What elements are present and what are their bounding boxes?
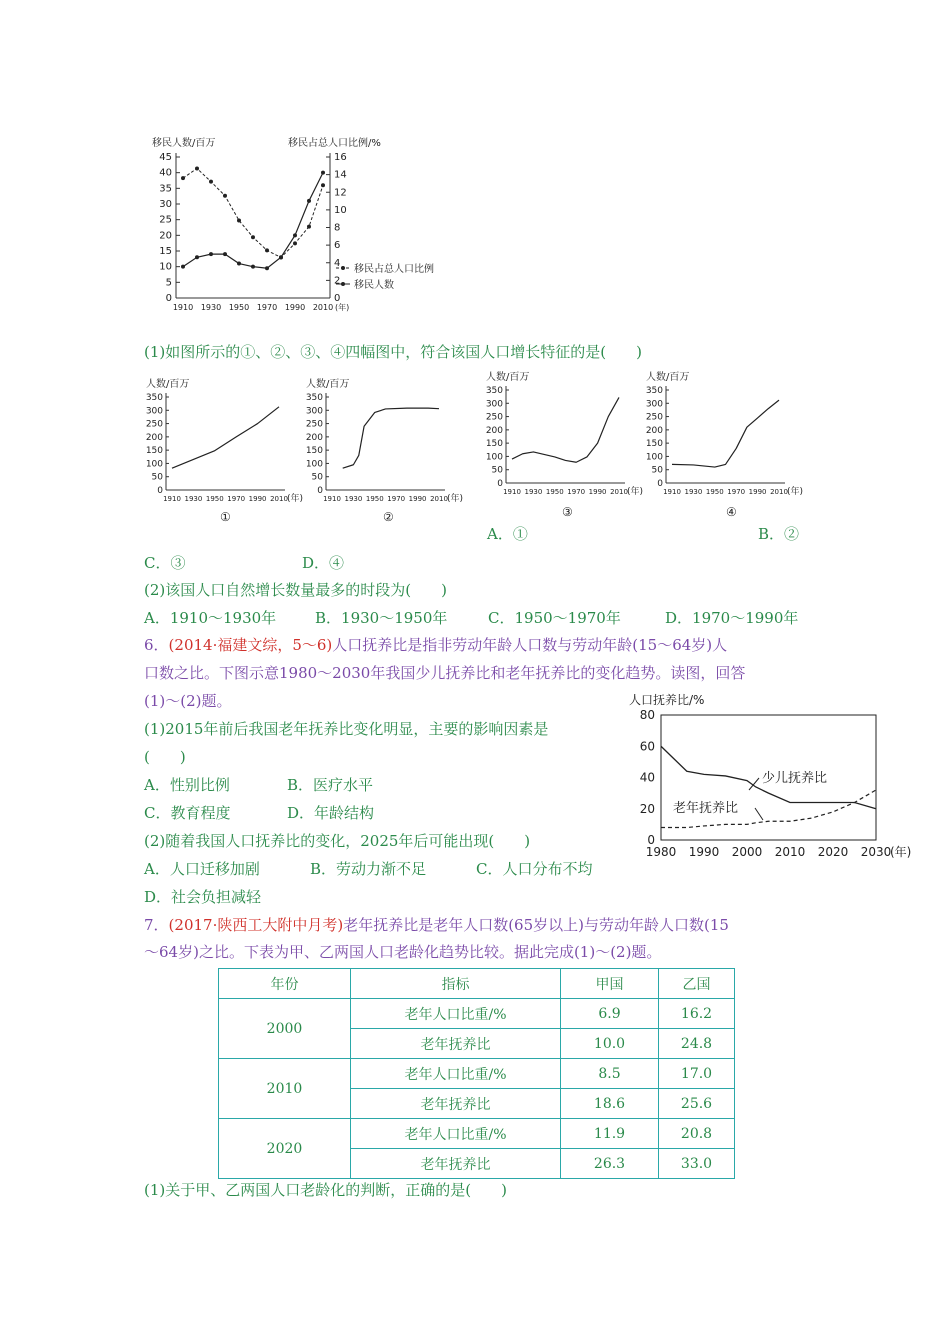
y-tick-label: 100 [485,452,503,463]
table-header-row [219,969,735,999]
migrant-count-point [237,262,241,266]
x-tick-label: 2000 [731,845,763,859]
x-tick-label: 1990 [248,495,267,503]
value-cell: 6.9 [561,999,659,1029]
child-ratio-label: 少儿抚养比 [762,771,828,786]
y-tick-label: 300 [305,406,323,417]
x-tick-label: 1950 [205,495,224,503]
caption-4: ④ [726,505,737,519]
p6-q1-option-b: B．医疗水平 [287,776,374,794]
p7-line1-text: 老年抚养比是老年人口数(65岁以上)与劳动年龄人口数(15 [343,916,729,934]
y-tick-label: 100 [145,459,163,470]
migrant-count-point [321,171,325,175]
value-cell: 26.3 [561,1149,659,1179]
y-tick-label: 50 [651,465,663,476]
value-cell: 10.0 [561,1029,659,1059]
x-tick-label: 2010 [270,495,288,503]
x-tick-label: 1970 [227,495,246,503]
y-tick-label: 200 [645,425,663,436]
chart-ylabel: 人数/百万 [306,379,350,390]
p6-line1-text: 人口抚养比是指非劳动年龄人口数与劳动年龄(15～64岁)人 [332,636,728,654]
p6-line2: 口数之比。下图示意1980～2030年我国少儿抚养比和老年抚养比的变化趋势。读图，回答 [144,664,746,682]
x-unit: (年) [890,845,912,859]
p7-number: 7． [144,916,169,934]
population-line [172,407,279,468]
right-tick-label: 10 [334,204,347,216]
table-row [219,999,735,1029]
value-cell: 25.6 [659,1089,735,1119]
q2-option-a: A．1910～1930年 [144,609,277,627]
chart-ylabel: 人数/百万 [646,372,690,383]
p6-q1-option-a: A．性别比例 [144,776,230,794]
x-tick-label: 1930 [200,303,222,312]
x-tick-label: 2010 [430,495,448,503]
y-tick-label: 250 [645,412,663,423]
legend-ratio-label: 移民占总人口比例 [354,264,434,275]
migrant-count-point [181,265,185,269]
left-tick-label: 25 [159,214,172,226]
x-tick-label: 1980 [645,845,677,859]
migrant-count-point [307,199,311,203]
old-ratio-pointer [755,808,763,820]
option-a: A．① [487,525,528,543]
q2-option-b: B．1930～1950年 [315,609,448,627]
small-chart-2 [300,375,470,525]
migrant-ratio-point [181,176,185,180]
right-tick-label: 16 [334,152,347,163]
x-tick-label: 2010 [312,303,334,312]
p6-q2: (2)随着我国人口抚养比的变化，2025年后可能出现( ) [144,832,531,850]
y-tick-label: 0 [657,479,663,489]
header-country-a: 甲国 [561,969,659,999]
caption-1: ① [220,510,231,524]
p7-line2: ～64岁)之比。下表为甲、乙两国人口老龄化趋势比较。据此完成(1)～(2)题。 [144,943,662,961]
migrant-count-point [223,252,227,256]
x-tick-label: 1930 [524,488,543,496]
old-ratio-label: 老年抚养比 [673,801,739,816]
left-tick-label: 20 [159,230,172,242]
x-tick-label: 1990 [408,495,427,503]
value-cell: 17.0 [659,1059,735,1089]
table-row [219,1059,735,1089]
p6-q2-option-d: D．社会负担减轻 [144,888,262,906]
table-row [219,1119,735,1149]
p6-q1-option-d: D．年龄结构 [287,804,375,822]
x-tick-label: 1950 [365,495,384,503]
x-tick-label: 1990 [284,303,306,312]
x-tick-label: 1930 [344,495,363,503]
y-tick-label: 250 [485,412,503,423]
indicator-cell: 老年人口比重/% [351,999,561,1029]
value-cell: 8.5 [561,1059,659,1089]
x-unit: (年) [627,487,644,497]
dependency-ratio-chart [625,690,935,870]
right-axis-label: 移民占总人口比例/% [288,138,381,149]
p6-q2-option-a: A．人口迁移加剧 [144,860,260,878]
y-tick-label: 300 [145,406,163,417]
x-tick-label: 1990 [688,845,720,859]
option-d: D．④ [302,554,345,572]
y-tick-label: 200 [145,432,163,443]
q2-option-c: C．1950～1970年 [488,609,621,627]
left-tick-label: 0 [165,293,172,304]
x-tick-label: 1910 [663,488,681,496]
caption-3: ③ [562,505,573,519]
y-tick-label: 300 [645,399,663,410]
header-year: 年份 [219,969,351,999]
q2-option-d: D．1970～1990年 [665,609,799,627]
p6-number: 6． [144,636,169,654]
indicator-cell: 老年抚养比 [351,1029,561,1059]
migrant-ratio-point [307,225,311,229]
value-cell: 20.8 [659,1119,735,1149]
small-chart-1 [140,375,310,525]
y-tick-label: 100 [305,459,323,470]
migrant-ratio-point [265,248,269,252]
x-tick-label: 2010 [770,488,788,496]
indicator-cell: 老年人口比重/% [351,1119,561,1149]
option-b: B．② [758,525,800,543]
y-tick-label: 250 [305,419,323,430]
population-line [512,397,619,462]
p6-q2-option-b: B．劳动力渐不足 [310,860,427,878]
p6-q1b: ( ) [144,748,186,766]
y-tick-label: 350 [145,393,163,403]
aging-table [218,968,735,1179]
right-tick-label: 2 [334,275,341,287]
x-unit: (年) [787,487,804,497]
x-tick-label: 1930 [184,495,203,503]
year-cell: 2000 [219,999,351,1059]
value-cell: 33.0 [659,1149,735,1179]
p6-q1a: (1)2015年前后我国老年抚养比变化明显，主要的影响因素是 [144,720,549,738]
y-tick-label: 150 [645,439,663,450]
y-tick-label: 40 [639,770,655,785]
y-tick-label: 150 [305,446,323,457]
x-tick-label: 1930 [684,488,703,496]
y-tick-label: 200 [485,425,503,436]
y-tick-label: 50 [491,465,503,476]
y-tick-label: 50 [151,472,163,483]
left-tick-label: 40 [159,167,172,179]
legend-count-label: 移民人数 [354,280,394,291]
year-cell: 2010 [219,1059,351,1119]
x-tick-label: 1970 [727,488,746,496]
y-tick-label: 0 [157,486,163,496]
migrant-ratio-point [293,241,297,245]
p6-line1 [144,635,727,655]
population-line [672,400,779,467]
migrant-count-point [209,252,213,256]
p6-source: (2014·福建文综，5～6) [168,636,333,654]
migrant-count-point [293,233,297,237]
option-c: C．③ [144,554,186,572]
migration-chart [140,130,460,320]
migrant-count-point [195,255,199,259]
migrant-ratio-point [321,183,325,187]
left-tick-label: 5 [165,277,172,289]
y-tick-label: 350 [485,386,503,396]
migrant-ratio-point [209,180,213,184]
x-tick-label: 1990 [748,488,767,496]
p7-q1: (1)关于甲、乙两国人口老龄化的判断，正确的是( ) [144,1181,507,1199]
migrant-ratio-line [183,168,323,257]
y-tick-label: 0 [647,833,655,847]
right-tick-label: 4 [334,257,341,269]
chart-ylabel: 人数/百万 [486,372,530,383]
p7-line1 [144,915,729,935]
header-indicator: 指标 [351,969,561,999]
left-tick-label: 15 [159,246,172,257]
right-tick-label: 14 [334,169,347,181]
left-tick-label: 35 [159,183,172,195]
indicator-cell: 老年人口比重/% [351,1059,561,1089]
x-tick-label: 2010 [610,488,628,496]
x-tick-label: 1910 [172,303,194,312]
p6-line3: (1)～(2)题。 [144,692,232,710]
population-line [343,408,439,468]
migrant-count-point [251,265,255,269]
value-cell: 11.9 [561,1119,659,1149]
p7-source: (2017·陕西工大附中月考) [168,916,344,934]
right-tick-label: 6 [334,240,341,252]
value-cell: 24.8 [659,1029,735,1059]
x-tick-label: 1950 [228,303,250,312]
x-tick-label: 1910 [163,495,181,503]
x-unit: (年) [447,494,464,504]
y-tick-label: 200 [305,432,323,443]
x-unit: (年) [335,303,350,312]
x-tick-label: 2020 [817,845,849,859]
p6-q1-option-c: C．教育程度 [144,804,231,822]
y-tick-label: 150 [485,439,503,450]
x-tick-label: 1910 [323,495,341,503]
indicator-cell: 老年抚养比 [351,1089,561,1119]
migrant-ratio-point [223,194,227,198]
x-tick-label: 1970 [387,495,406,503]
x-tick-label: 1970 [567,488,586,496]
migrant-count-line [183,173,323,269]
y-tick-label: 300 [485,399,503,410]
y-tick-label: 100 [645,452,663,463]
y-tick-label: 350 [305,393,323,403]
q1-text: (1)如图所示的①、②、③、④四幅图中，符合该国人口增长特征的是( ) [144,343,642,361]
x-tick-label: 1910 [503,488,521,496]
small-chart-3 [480,368,650,518]
migrant-count-point [265,266,269,270]
left-tick-label: 45 [159,152,172,163]
y-tick-label: 0 [317,486,323,496]
migrant-ratio-point [279,255,283,259]
q2-text: (2)该国人口自然增长数量最多的时段为( ) [144,581,447,599]
chart-ylabel: 人口抚养比/% [629,693,705,707]
value-cell: 18.6 [561,1089,659,1119]
x-tick-label: 1970 [256,303,278,312]
migrant-ratio-point [195,166,199,170]
p6-q2-option-c: C．人口分布不均 [476,860,593,878]
x-tick-label: 1950 [705,488,724,496]
x-tick-label: 1950 [545,488,564,496]
migrant-ratio-point [237,218,241,222]
left-tick-label: 30 [159,199,172,210]
y-tick-label: 0 [497,479,503,489]
x-unit: (年) [287,494,304,504]
header-country-b: 乙国 [659,969,735,999]
x-tick-label: 2010 [774,845,806,859]
x-tick-label: 1990 [588,488,607,496]
y-tick-label: 250 [145,419,163,430]
small-chart-4 [640,368,810,518]
y-tick-label: 150 [145,446,163,457]
y-tick-label: 60 [639,739,655,754]
year-cell: 2020 [219,1119,351,1179]
right-tick-label: 12 [334,187,347,199]
right-tick-label: 8 [334,222,341,234]
y-tick-label: 350 [645,386,663,396]
left-tick-label: 10 [159,261,172,273]
value-cell: 16.2 [659,999,735,1029]
right-tick-label: 0 [334,293,341,304]
y-tick-label: 20 [639,801,655,816]
migrant-ratio-point [251,235,255,239]
chart-ylabel: 人数/百万 [146,379,190,390]
x-tick-label: 2030 [860,845,892,859]
y-tick-label: 80 [639,708,655,722]
y-tick-label: 50 [311,472,323,483]
legend-ratio-marker [341,266,345,270]
left-axis-label: 移民人数/百万 [152,138,216,149]
legend-count-marker [341,282,345,286]
indicator-cell: 老年抚养比 [351,1149,561,1179]
caption-2: ② [383,510,394,524]
